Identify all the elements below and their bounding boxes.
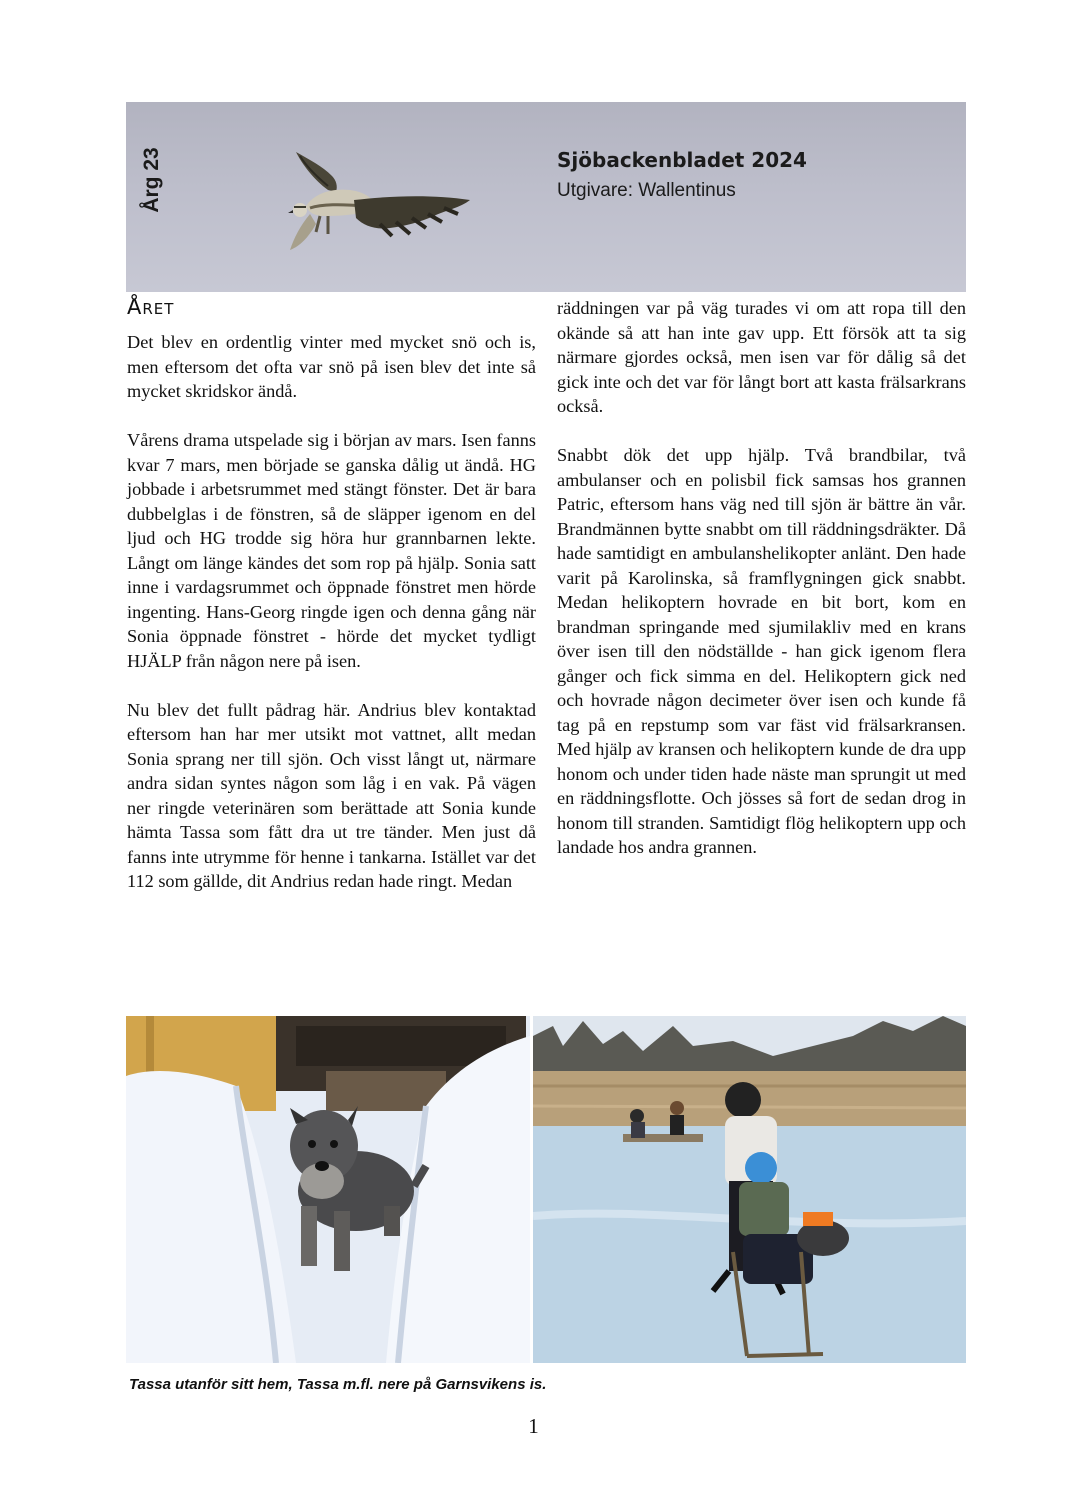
newsletter-title: Sjöbackenbladet 2024 bbox=[557, 148, 807, 172]
article-column-right bbox=[557, 296, 966, 884]
header-banner bbox=[126, 102, 966, 292]
paragraph: räddningen var på väg turades vi om att ropa till den okände så att han inte gav upp. Ett försök att ta sig närmare gjordes också, men isen var för dålig så det gick inte och det var för långt bort att kasta frälsarkrans också. bbox=[557, 298, 966, 416]
paragraph: Nu blev det fullt pådrag här. Andrius blev kontaktad eftersom han har mer utsikt mot vattnet, allt medan Sonia sprang ner till sjön. Och visst långt ut, närmare andra sidan syntes någon som låg i en vak. På vägen ner ringde veterinären som berättade att Sonia kunde hämta Tassa som fått dra ut tre tänder. Men just då fanns inte utrymme för henne i tankarna. Istället var det 112 som gällde, dit Andrius redan hade ringt. Medan bbox=[127, 699, 536, 891]
paragraph: Vårens drama utspelade sig i början av mars. Isen fanns kvar 7 mars, men började se ganska dålig ut ändå. HG jobbade i arbetsrummet med stängt fönster. Det är bara dubbelglas i de fönstren, så de släpper igenom en del ljud och HG trodde sig höra hur grannbarnen lekte. Långt om länge kändes det som rop på hjälp. Sonia satt inne i vardagsrummet och öppnade fönstret men hörde ingenting. Hans-Georg ringde igen och denna gång när Sonia öppnade fönstret - hörde det mycket tydligt HJÄLP från någon nere på isen. bbox=[127, 430, 536, 671]
article-column-left bbox=[127, 330, 536, 918]
photo-caption: Tassa utanför sitt hem, Tassa m.fl. nere på Garnsvikens is. bbox=[129, 1376, 547, 1393]
article-heading: Året bbox=[127, 295, 175, 319]
dog-in-snow-photo bbox=[126, 1016, 530, 1363]
osprey-image bbox=[270, 150, 485, 260]
page-number: 1 bbox=[528, 1414, 539, 1438]
paragraph: Snabbt dök det upp hjälp. Två brandbilar, två ambulanser och en polisbil fick samsas hos grannen Patric, eftersom hans väg ned till sjön är bättre än vår. Brandmännen bytte snabbt om till räddningsdräkter. Då hade samtidigt en ambulanshelikopter anlänt. Den hade varit på Karolinska, så framflygningen gick snabbt. Medan helikoptern hovrade en bit bort, kom en brandman springande med sjumilakliv med en krans över isen till den nödställde - han gick igenom flera gånger och fick simma en del. Helikoptern gick ned och hovrade någon decimeter över isen och kunde få tag på en repstump som var fäst vid frälsarkransen. Med hjälp av kransen och helikoptern kunde de dra upp honom och under tiden hade näste man sprungit ut med en räddningsflotte. Och jösses så fort de sedan drog in honom till stranden. Samtidigt flög helikoptern upp och landade hos andra grannen. bbox=[557, 445, 966, 857]
ice-skating-photo bbox=[533, 1016, 966, 1363]
paragraph: Det blev en ordentlig vinter med mycket snö och is, men eftersom det ofta var snö på isen blev det inte så mycket skridskor ändå. bbox=[127, 332, 536, 401]
volume-label: Årg 23 bbox=[140, 147, 163, 213]
publisher-line: Utgivare: Wallentinus bbox=[557, 180, 736, 201]
